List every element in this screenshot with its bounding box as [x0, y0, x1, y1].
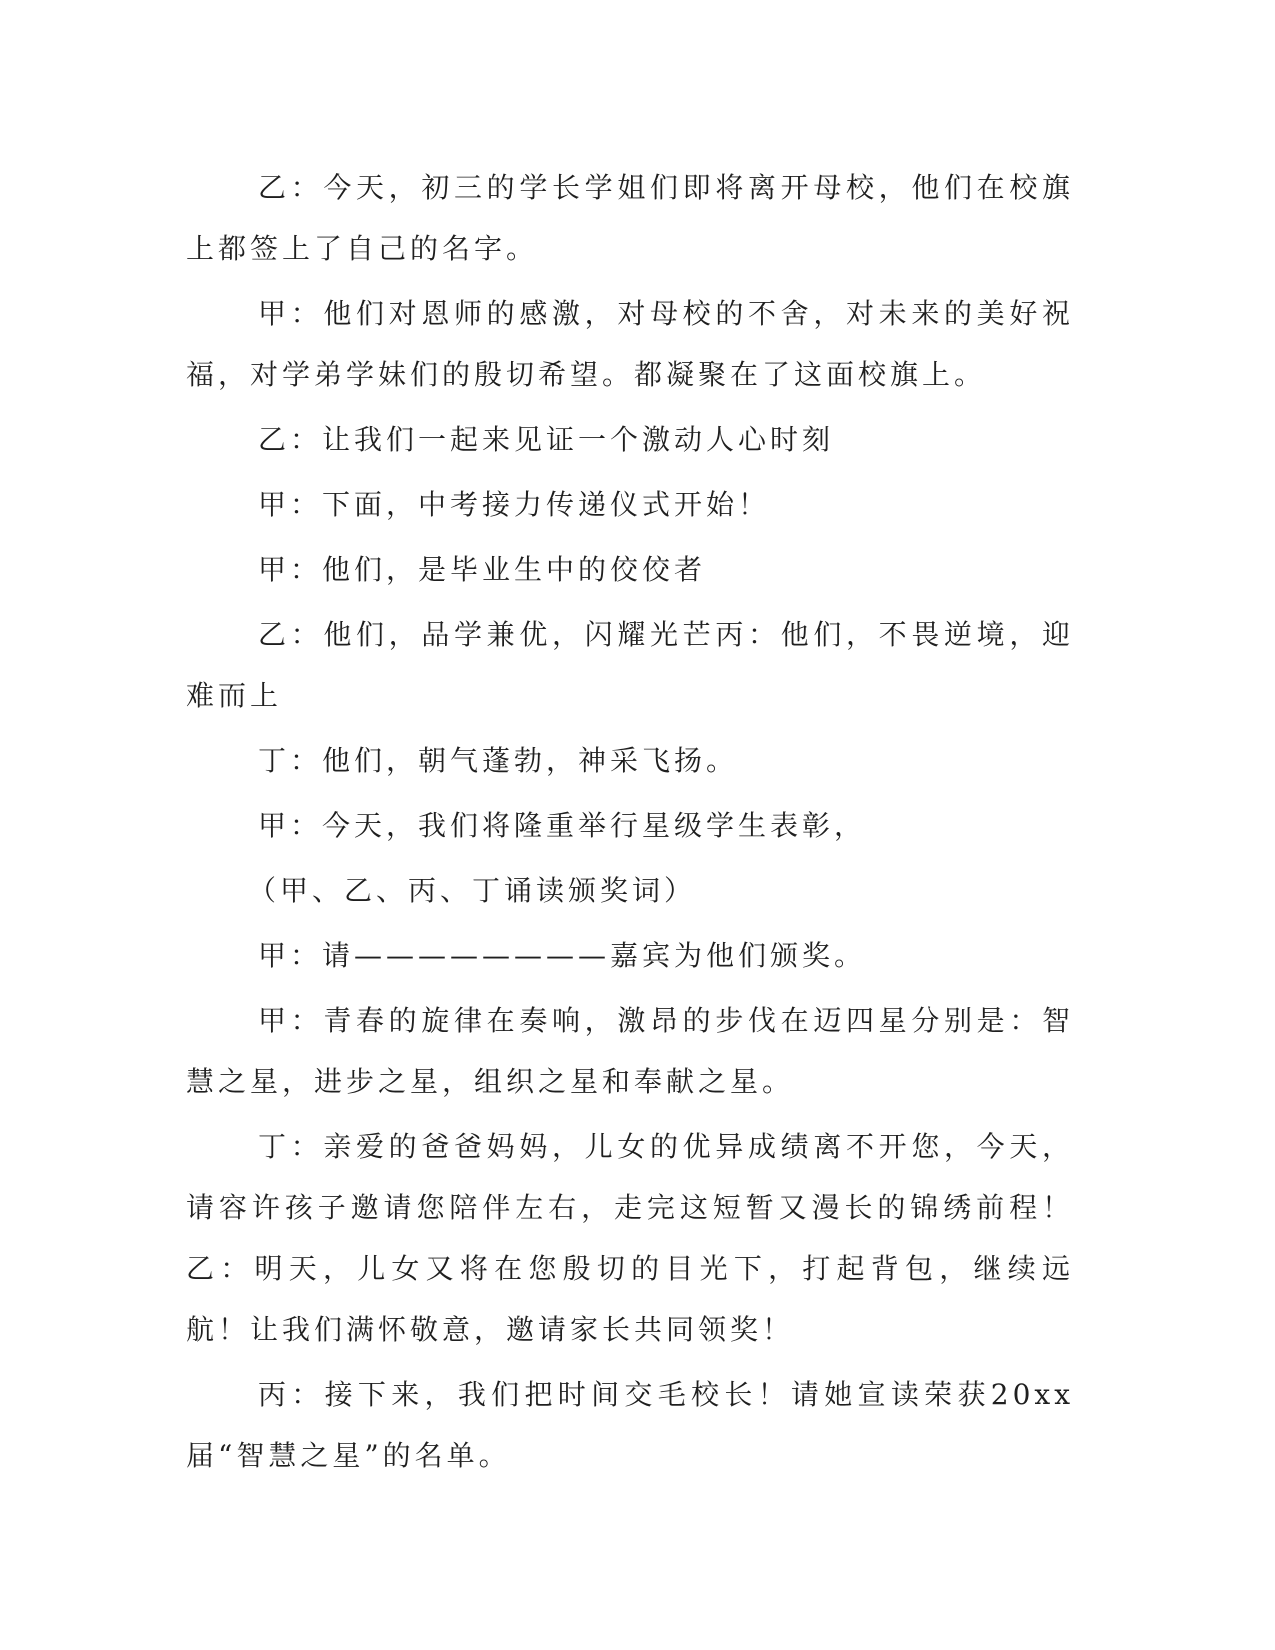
- paragraph-11: 甲：青春的旋律在奏响，激昂的步伐在迈四星分别是：智慧之星，进步之星，组织之星和奉献之星。: [186, 1004, 1074, 1098]
- paragraph-6: 乙：他们，品学兼优，闪耀光芒丙：他们，不畏逆境，迎难而上: [186, 618, 1074, 712]
- paragraph-7: 丁：他们，朝气蓬勃，神采飞扬。: [258, 744, 739, 777]
- paragraph-10: 甲：请————————嘉宾为他们颁奖。: [258, 939, 867, 972]
- paragraph-1: 乙：今天，初三的学长学姐们即将离开母校，他们在校旗上都签上了自己的名字。: [186, 171, 1074, 265]
- paragraph-2: 甲：他们对恩师的感激，对母校的不舍，对未来的美好祝福，对学弟学妹们的殷切希望。都凝聚在了这面校旗上。: [186, 297, 1074, 391]
- paragraph-8: 甲：今天，我们将隆重举行星级学生表彰，: [258, 809, 867, 842]
- paragraph-12: 丁：亲爱的爸爸妈妈，儿女的优异成绩离不开您，今天，请容许孩子邀请您陪伴左右，走完这短暂又漫长的锦绣前程！乙：明天，儿女又将在您殷切的目光下，打起背包，继续远航！让我们满怀敬意，邀请家长共同领奖！: [186, 1130, 1074, 1346]
- paragraph-5: 甲：他们，是毕业生中的佼佼者: [258, 553, 707, 586]
- paragraph-3: 乙：让我们一起来见证一个激动人心时刻: [258, 423, 835, 456]
- paragraph-4: 甲：下面，中考接力传递仪式开始！: [258, 488, 771, 521]
- document-body: [186, 157, 1074, 1490]
- paragraph-13: 丙：接下来，我们把时间交毛校长！请她宣读荣获20xx届“智慧之星”的名单。: [186, 1378, 1074, 1472]
- paragraph-9: （甲、乙、丙、丁诵读颁奖词）: [248, 874, 697, 907]
